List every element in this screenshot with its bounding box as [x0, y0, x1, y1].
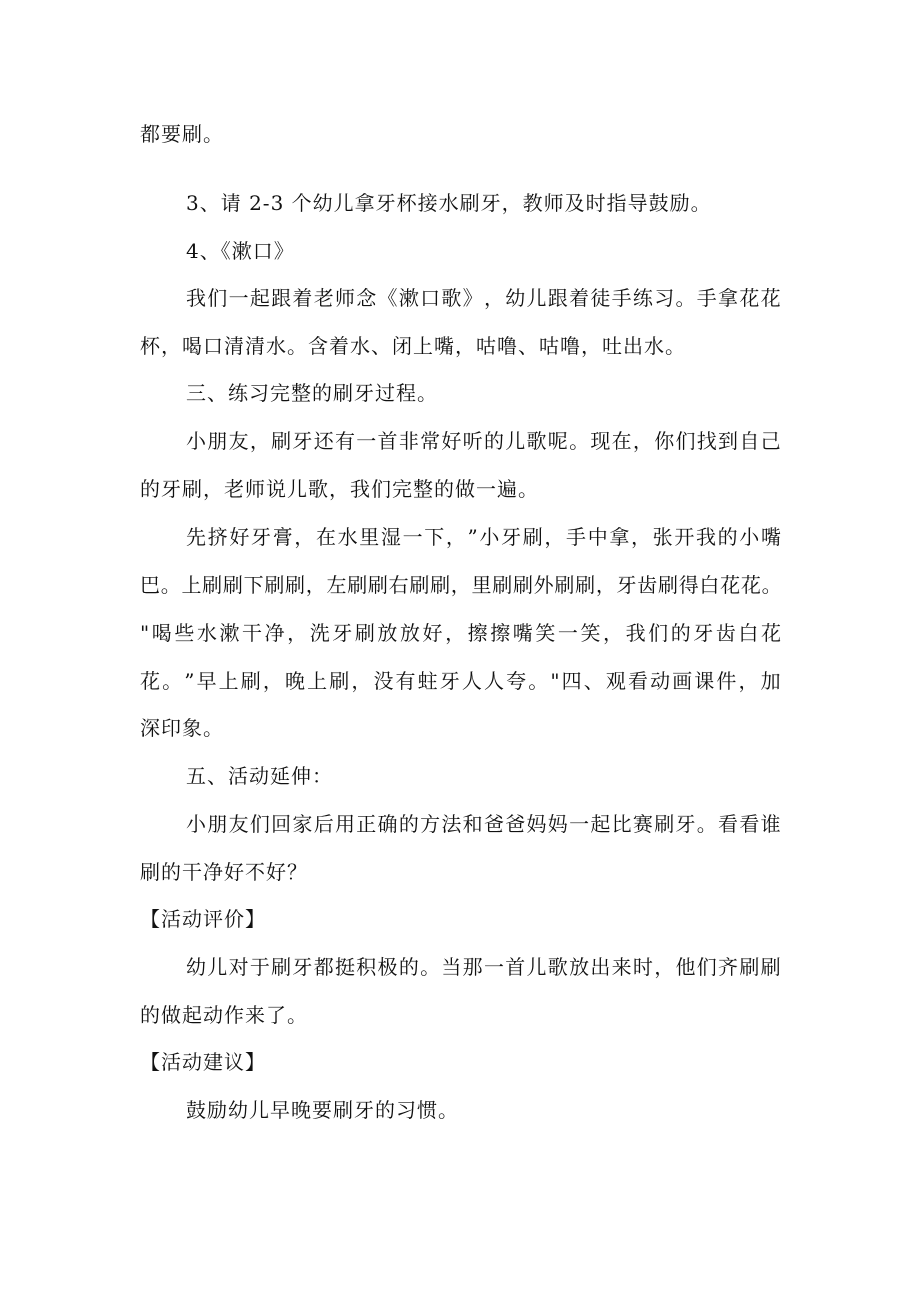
- text-line: 鼓励幼儿早晚要刷牙的习惯。: [186, 1098, 459, 1122]
- text-line: 小 朋 友 们 回 家 后 用 正 确 的 方 法 和 爸 爸 妈 妈 一 起 比 赛 刷 牙 。 看 看 谁: [186, 812, 782, 836]
- text-line: 先 挤 好 牙 膏 ， 在 水 里 湿 一 下 ， ” 小 牙 刷 ， 手 中 拿 ， 张 开 我 的 小 嘴: [186, 525, 782, 549]
- text-line: 的牙刷，老师说儿歌，我们完整的做一遍。: [140, 477, 539, 501]
- text-line: 巴 。 上 刷 刷 下 刷 刷 ， 左 刷 刷 右 刷 刷 ， 里 刷 刷 外 刷 刷 ， 牙 齿 刷 得 白 花 花 。: [140, 573, 782, 597]
- text-line: 的做起动作来了。: [140, 1003, 308, 1027]
- text-line: 杯，喝口清清水。含着水、闭上嘴，咕噜、咕噜，吐出水。: [140, 334, 686, 358]
- section-heading: 【活动建议】: [140, 1050, 266, 1074]
- text-line: 都要刷。: [140, 122, 224, 146]
- text-line: 幼 儿 对 于 刷 牙 都 挺 积 极 的 。 当 那 一 首 儿 歌 放 出 来 时 ， 他 们 齐 刷 刷: [186, 955, 782, 979]
- text-line: 刷的干净好不好？: [140, 860, 308, 884]
- text-line: " 喝 些 水 漱 干 净 ， 洗 牙 刷 放 放 好 ， 擦 擦 嘴 笑 一 笑 ， 我 们 的 牙 齿 白 花: [140, 621, 782, 645]
- text-line: 小 朋 友 ， 刷 牙 还 有 一 首 非 常 好 听 的 儿 歌 呢 。 现 在 ， 你 们 找 到 自 己: [186, 429, 782, 453]
- text-line: 3、请 2-3 个幼儿拿牙杯接水刷牙，教师及时指导鼓励。: [186, 191, 712, 215]
- text-line: 花 。 ” 早 上 刷 ， 晚 上 刷 ， 没 有 蛀 牙 人 人 夸 。 " 四 、 观 看 动 画 课 件 ， 加: [140, 669, 782, 693]
- text-line: 4、《漱口》: [186, 239, 295, 263]
- text-line: 深印象。: [140, 716, 224, 740]
- section-heading: 【活动评价】: [140, 907, 266, 931]
- text-line: 五、活动延伸：: [186, 764, 333, 788]
- text-line: 我 们 一 起 跟 着 老 师 念 《 漱 口 歌 》 ， 幼 儿 跟 着 徒 手 练 习 。 手 拿 花 花: [186, 286, 782, 310]
- text-line: 三、练习完整的刷牙过程。: [186, 381, 438, 405]
